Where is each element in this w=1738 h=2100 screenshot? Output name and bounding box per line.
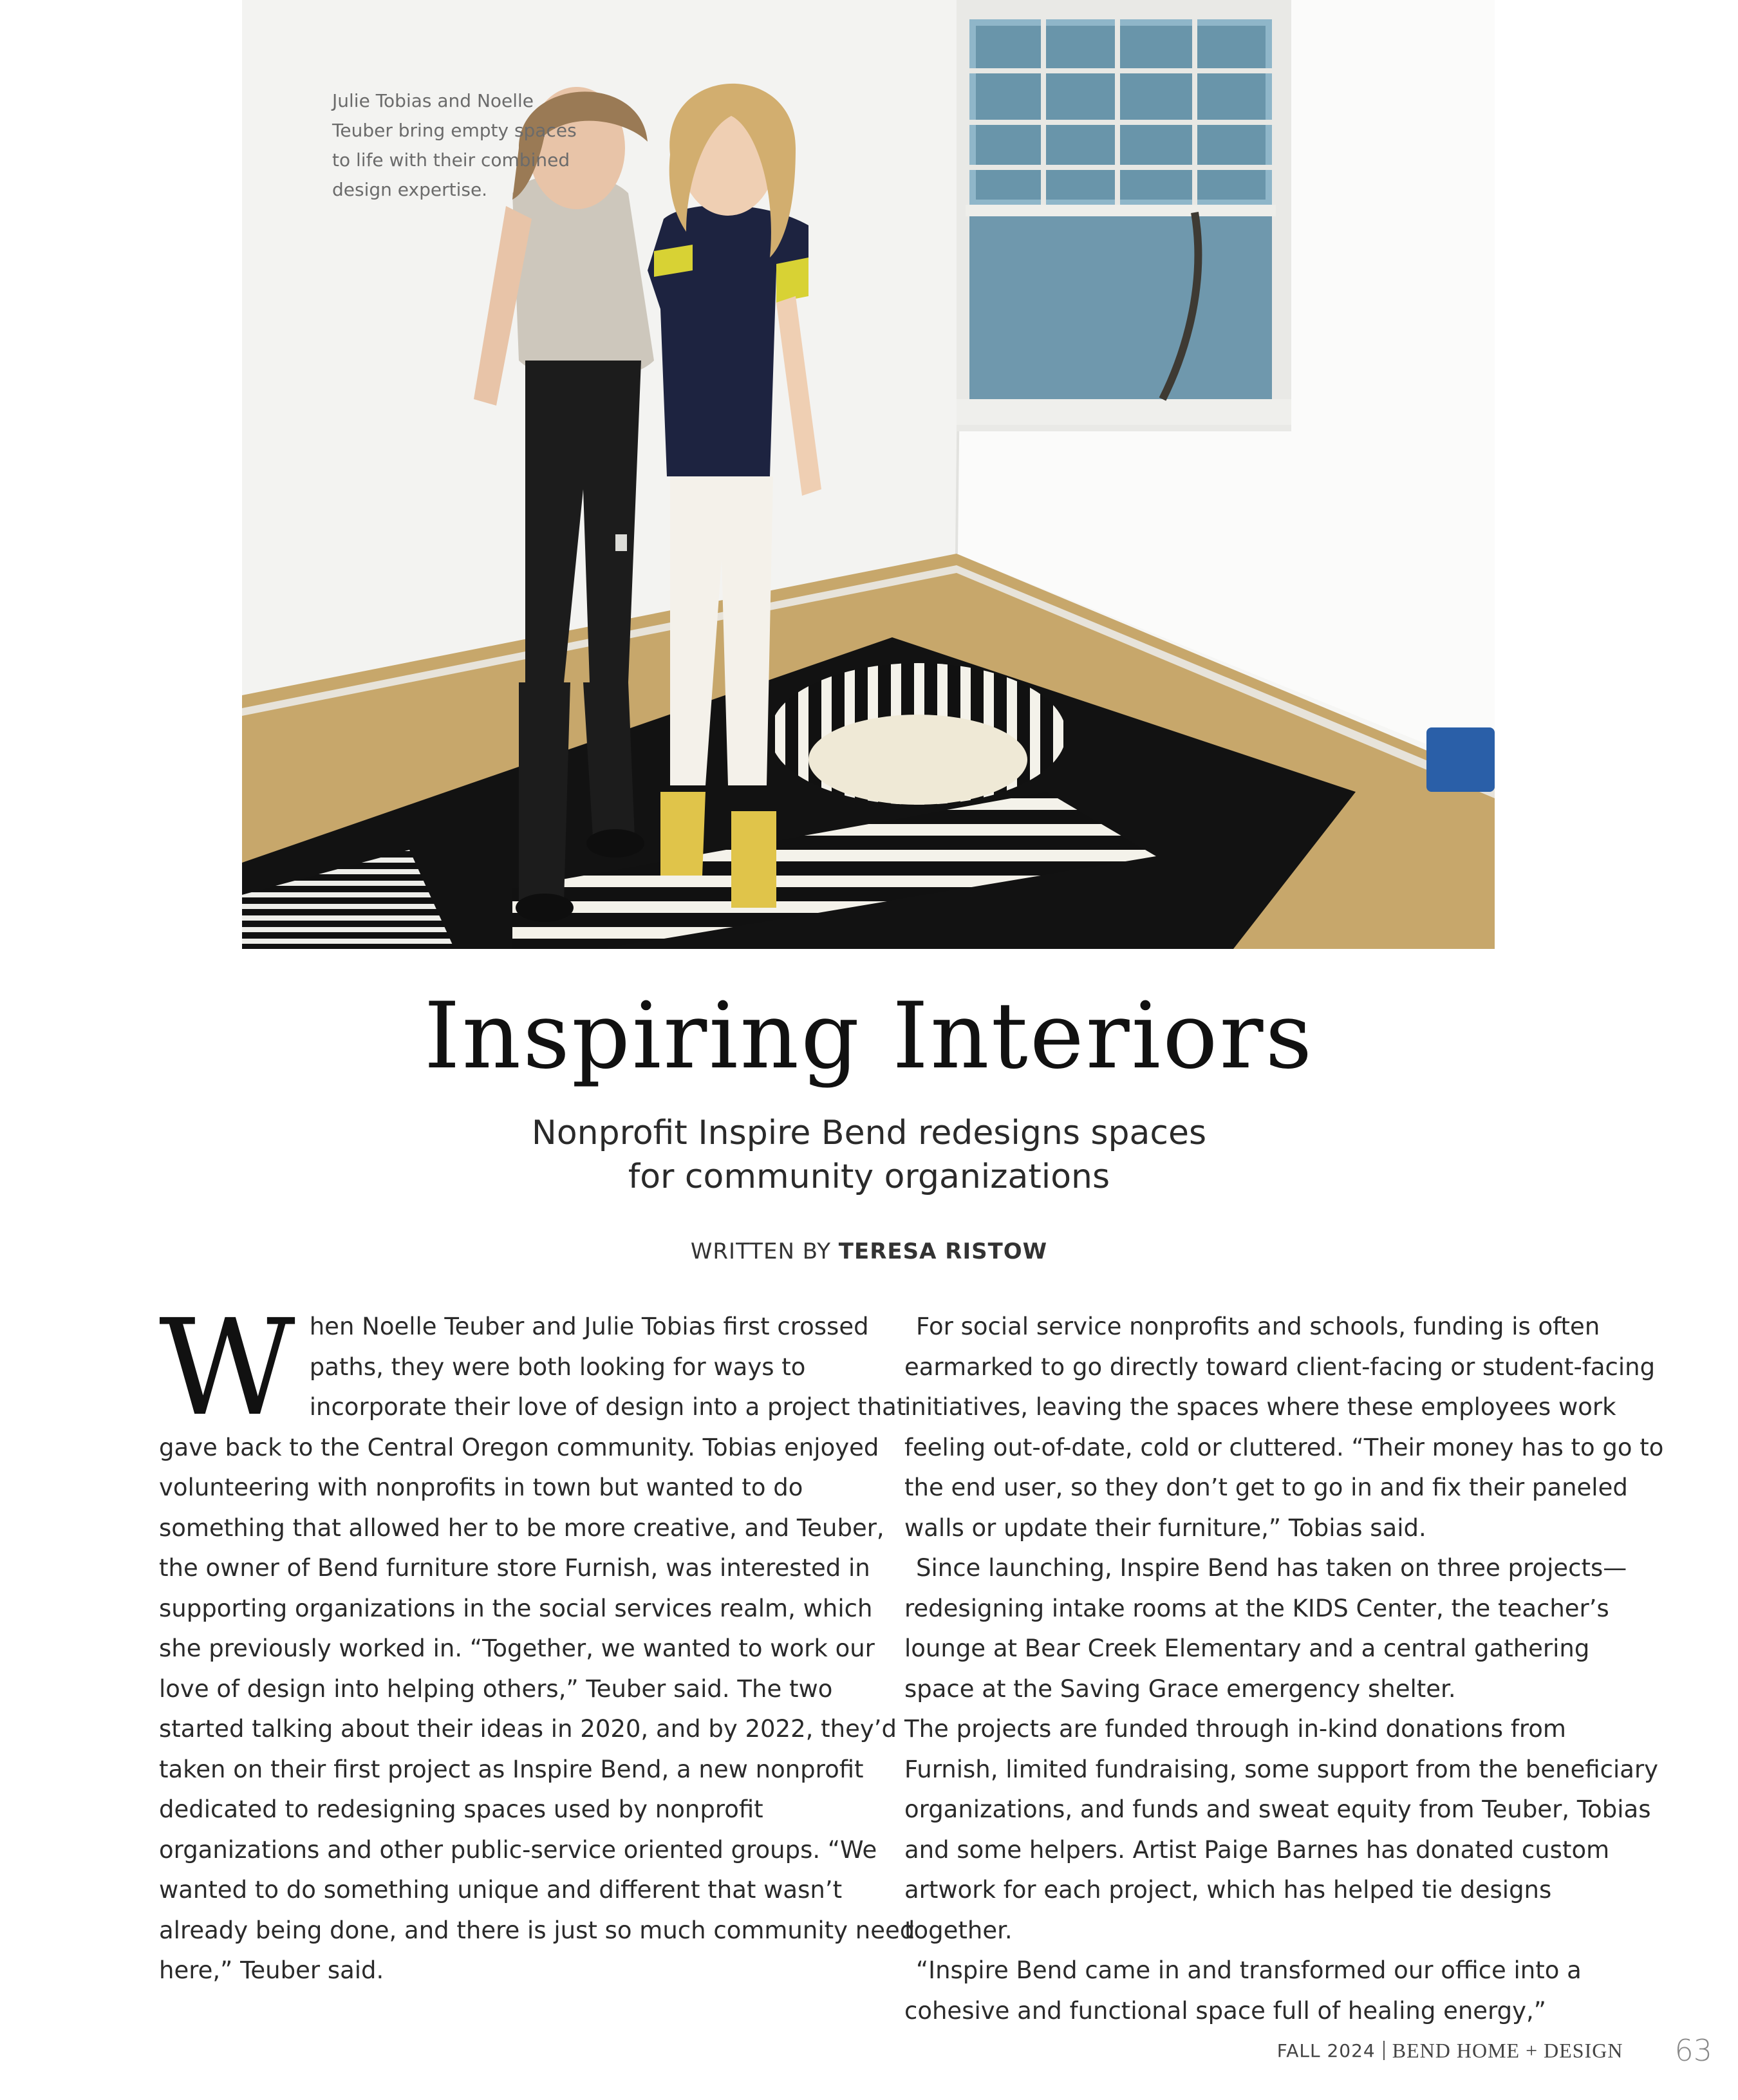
magazine-name: BEND HOME + DESIGN <box>1392 2038 1623 2062</box>
body-column-left <box>159 1291 919 1991</box>
article-subhead <box>451 1111 1287 1199</box>
body-column-right <box>904 1307 1664 2031</box>
page-number: 63 <box>1674 2033 1712 2068</box>
body-paragraph: The projects are funded through in-kind donations from Furnish, limited fundraising, some support from the beneficiary organizations, and funds and sweat equity from Teuber, Tobias and some helpers. Artist Paige Barnes has donated custom artwork for each project, which has helped tie designs together. <box>904 1715 1659 1944</box>
photo-caption: Julie Tobias and Noelle Teuber bring empty spaces to life with their combined design expertise. <box>332 90 577 200</box>
body-paragraph: For social service nonprofits and schools, funding is often earmarked to go directly toward client-facing or student-facing initiatives, leaving the spaces where these employees work feeling out-of-date, cold or cluttered. “Their money has to go to the end user, so they don’t get to go in and fix their paneled walls or update their furniture,” Tobias said. <box>904 1313 1664 1542</box>
issue-label: FALL 2024 <box>1276 2039 1376 2061</box>
footer-divider <box>1383 2041 1385 2060</box>
body-paragraph: “Inspire Bend came in and transformed our office into a cohesive and functional space full of healing energy,” <box>904 1956 1582 2025</box>
byline <box>0 1239 1738 1264</box>
subhead-line-1: Nonprofit Inspire Bend redesigns spaces <box>531 1114 1207 1152</box>
subhead-line-2: for community organizations <box>628 1158 1110 1196</box>
paragraph-text: hen Noelle Teuber and Julie Tobias first crossed paths, they were both looking for ways to incorporate their love of design into a project that gave back to the Central Oregon community. Tobias enjoyed volunteering with nonprofits in town but wanted to do something that allowed her to be more creative, and Teuber, the owner of Bend furniture store Furnish, was interested in supporting organizations in the social services realm, which she previously worked in. “Together, we wanted to work our love of design into helping others,” Teuber said. The two started talking about their ideas in 2020, and by 2022, they’d taken on their first project as Inspire Bend, a new nonprofit dedicated to redesigning spaces used by nonprofit organizations and other public-service oriented groups. “We wanted to do something unique and different that wasn’t already being done, and there is just so much community need here,” Teuber said. <box>159 1313 915 1984</box>
drop-cap: W <box>159 1291 295 1445</box>
byline-prefix: WRITTEN BY <box>690 1239 831 1264</box>
byline-author: TERESA RISTOW <box>838 1239 1048 1264</box>
page-footer <box>1277 2033 1712 2068</box>
body-paragraph <box>159 1291 919 1991</box>
article-headline: Inspiring Interiors <box>424 983 1314 1089</box>
body-paragraph: Since launching, Inspire Bend has taken on three projects—redesigning intake rooms at the KIDS Center, the teacher’s lounge at Bear Creek Elementary and a central gathering space at the Saving Grace emergency shelter. <box>904 1554 1627 1703</box>
